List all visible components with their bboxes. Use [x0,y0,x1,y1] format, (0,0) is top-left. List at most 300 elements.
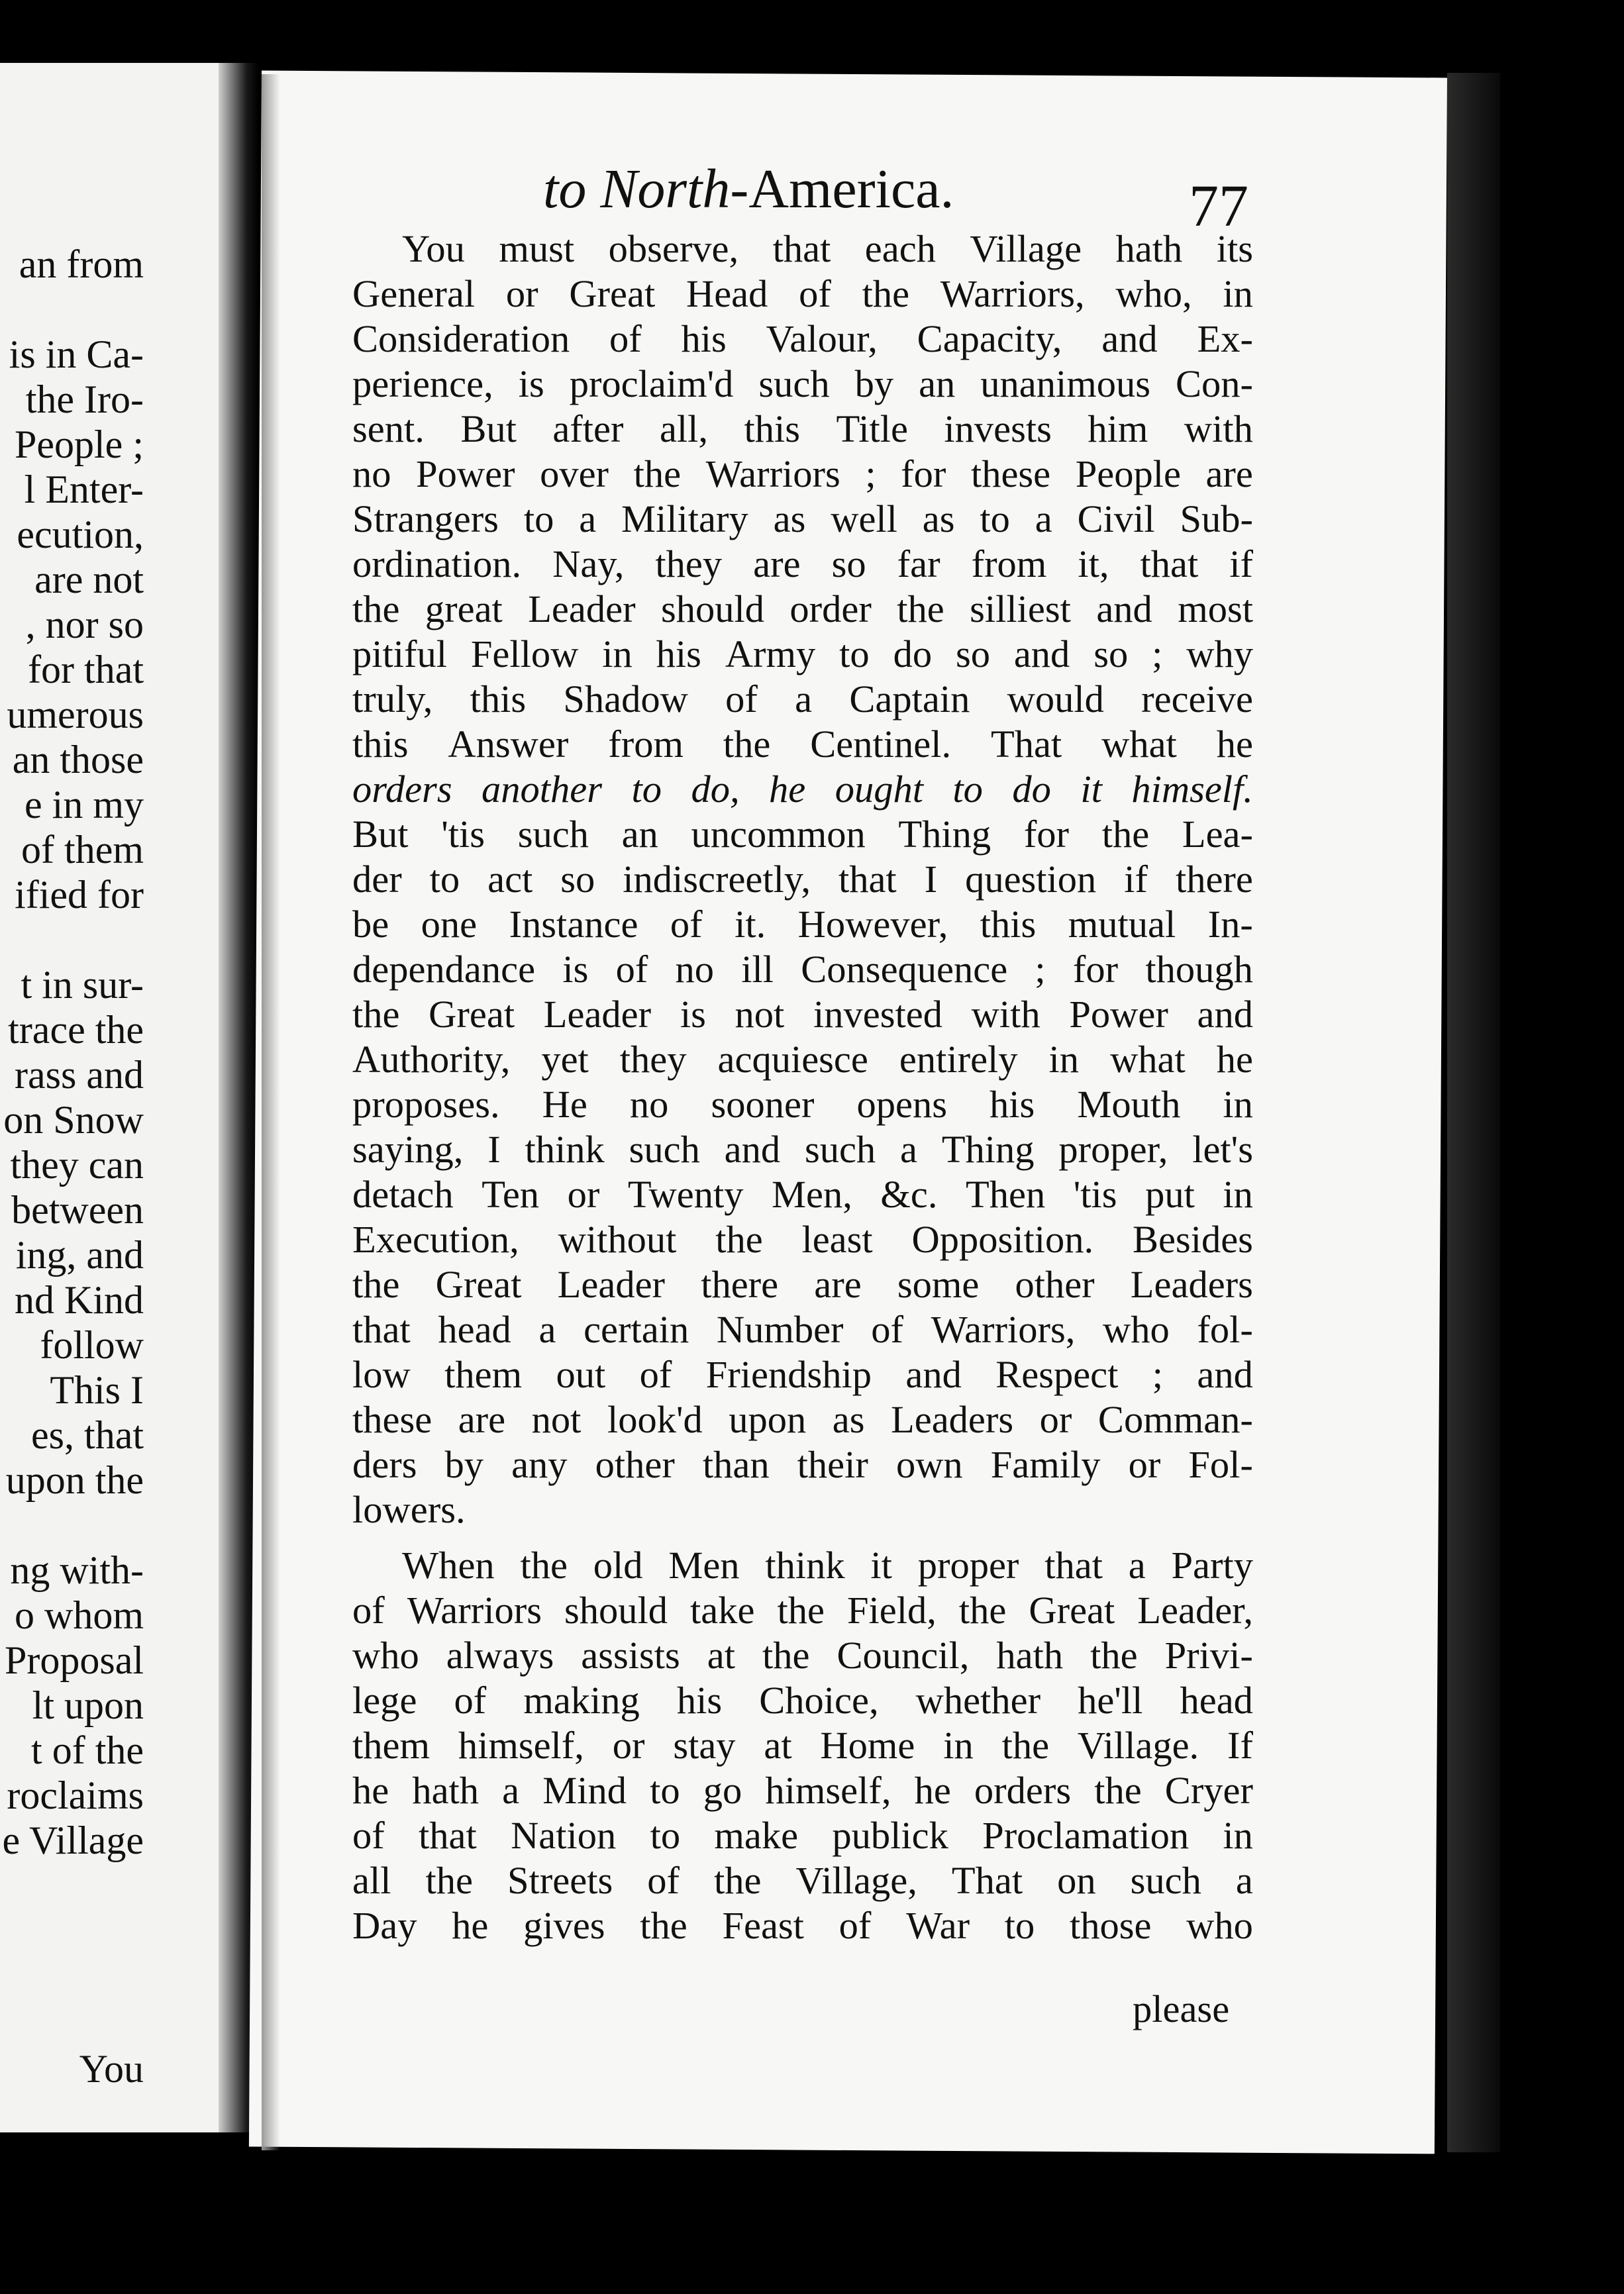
left-line: es, that [31,1413,144,1457]
word: detach [352,1173,454,1216]
word: lege [352,1679,417,1722]
word: should [564,1589,668,1632]
left-line: nd Kind [15,1278,144,1322]
word: such [1130,1859,1201,1902]
right-page-edge-shadow [262,74,280,2150]
word: act [487,858,533,901]
word: with [971,993,1040,1036]
word: to [429,858,460,901]
word: the [1090,1634,1138,1677]
word: order [789,587,872,630]
word: 'tis [441,813,485,856]
word: the [777,1589,825,1632]
left-line: rass and [15,1053,144,1097]
word: If [1227,1724,1253,1767]
word: these [970,452,1051,495]
word: certain [584,1308,689,1351]
word: and [1101,317,1158,360]
word: Great [435,1263,522,1306]
word: there [701,1263,779,1306]
left-line: Proposal [5,1638,144,1682]
word: the [1101,813,1150,856]
word: Home [820,1724,915,1767]
text-line [352,1172,1253,1217]
word: to [980,497,1010,540]
left-catchword: You [79,2047,144,2091]
left-line: of them [21,828,144,872]
left-line: an those [12,738,144,781]
word: of [454,1679,487,1722]
word: orders [352,768,452,811]
text-line [352,317,1253,362]
word: and [1013,632,1070,675]
word: making [523,1679,640,1722]
word: the [1001,1724,1050,1767]
word: Nation [511,1814,617,1857]
text-line [352,632,1253,677]
left-line: ified for [15,873,144,917]
word: Warriors, [931,1308,1076,1351]
word: question [965,858,1097,901]
word: he [1216,723,1253,766]
word: be [352,903,389,946]
word: he [452,1904,489,1947]
word: what [1101,723,1177,766]
word: far [897,542,940,585]
word: let's [1192,1128,1253,1171]
word: ; [865,452,876,495]
text-line [352,407,1253,452]
left-line: trace the [8,1008,144,1052]
word: Leaders [891,1398,1014,1441]
word: the [714,1859,762,1902]
word: Leader [557,1263,666,1306]
word: to [839,632,870,675]
word: each [864,227,936,270]
word: than [702,1443,770,1486]
word: for [901,452,946,495]
word: the [520,1544,568,1587]
left-line: o whom [15,1593,144,1637]
word: in [602,632,633,675]
word: Number [716,1308,844,1351]
word: Twenty [627,1173,744,1216]
word: Consequence [801,948,1008,991]
word: Power [1069,993,1168,1036]
word: the [723,723,771,766]
word: for [1023,813,1070,856]
word: such [804,1128,876,1171]
word: so [831,542,866,585]
word: hath [412,1769,480,1812]
word: a [900,1128,917,1171]
text-line [352,1723,1253,1768]
word: or [505,272,538,315]
word: Warriors [407,1589,542,1632]
word: from [608,723,684,766]
word: who [1186,1904,1253,1947]
left-line: are not [34,558,144,601]
text-line [352,1082,1253,1127]
word: all, [659,407,709,450]
word: it [1080,768,1102,811]
word: Great [429,993,515,1036]
word: look'd [607,1398,703,1441]
word: from [971,542,1047,585]
word: Party [1171,1544,1253,1587]
word: who, [1115,272,1192,315]
text-line [352,1352,1253,1397]
word: Feast [722,1904,804,1947]
word: that [1044,1544,1103,1587]
word: Then [966,1173,1046,1216]
word: and [1197,993,1253,1036]
word: hath [996,1634,1064,1677]
word: one [421,903,478,946]
word: Great [1029,1589,1115,1632]
word: a [795,677,813,721]
catchword: please [1133,1987,1230,2030]
word: no [629,1083,669,1126]
word: ; [1152,632,1163,675]
word: his [990,1083,1035,1126]
word: the [1094,1769,1142,1812]
left-line: roclaims [7,1773,144,1817]
word: Friendship [705,1353,872,1396]
word: acquiesce [717,1038,868,1081]
word: think [765,1544,845,1587]
left-line [2,917,144,962]
text-line [352,947,1253,992]
word: those [1069,1904,1152,1947]
word: whether [915,1679,1041,1722]
word: are [814,1263,862,1306]
word: the [352,587,400,630]
word: some [897,1263,980,1306]
word: he [769,768,806,811]
word: Respect [995,1353,1119,1396]
word: he [1216,1038,1253,1081]
word: Strangers [352,497,499,540]
word: Ten [482,1173,540,1216]
word: In- [1207,903,1253,946]
word: Leader [528,587,636,630]
word: Choice, [759,1679,879,1722]
word: an [621,813,658,856]
word: this [744,407,801,450]
word: or [1128,1443,1161,1486]
word: is [562,948,589,991]
word: But [352,813,409,856]
word: You [402,227,465,270]
left-line: for that [28,648,144,691]
word: of [639,1353,672,1396]
word: of [799,272,831,315]
word: go [703,1769,742,1812]
word: mutual [1068,903,1176,946]
word: so [955,632,990,675]
word: of [670,903,703,946]
word: Military [621,497,748,540]
word: ; [1035,948,1046,991]
text-line [352,902,1253,947]
word: Thing [898,813,991,856]
word: least [801,1218,873,1261]
word: if [1229,542,1253,585]
word: Leader, [1137,1589,1253,1632]
word: after [552,407,624,450]
left-line: This I [50,1368,144,1412]
word: as [832,1398,865,1441]
page-number: 77 [1189,174,1248,239]
word: proclaim'd [569,362,734,405]
word: most [1178,587,1253,630]
word: pitiful [352,632,447,675]
word: to [631,768,662,811]
word: are [753,542,801,585]
word: He [542,1083,587,1126]
word: uncommon [691,813,866,856]
word: do [893,632,933,675]
word: Men [668,1544,740,1587]
word: Leaders [1130,1263,1253,1306]
word: head [438,1308,511,1351]
paragraph-1 [352,226,1253,1532]
left-line: between [11,1188,144,1232]
word: always [446,1634,554,1677]
word: well [831,497,897,540]
word: on [1057,1859,1096,1902]
word: proper, [1058,1128,1168,1171]
left-line: is in Ca- [9,332,144,376]
word: they [619,1038,687,1081]
word: silliest [970,587,1071,630]
text-line [352,722,1253,767]
word: to [650,1814,681,1857]
word: himself. [1131,768,1253,811]
word: Title [836,407,908,450]
paragraph-2 [352,1543,1253,1948]
word: that [352,1308,411,1351]
word: not [531,1398,582,1441]
word: &c. [880,1173,938,1216]
word: is [518,362,544,405]
word: yet [541,1038,589,1081]
word: so [560,858,595,901]
left-line [2,1503,144,1548]
word: War [906,1904,970,1947]
word: Centinel. [810,723,952,766]
word: dependance [352,948,536,991]
word: Capacity, [917,317,1062,360]
left-line: e Village [2,1819,144,1862]
word: ; [1152,1353,1164,1396]
word: of [725,677,758,721]
word: Village [970,227,1082,270]
word: who [1103,1308,1170,1351]
word: Warriors [705,452,840,495]
left-line: e in my [25,783,144,826]
word: it, [1078,542,1109,585]
word: this [352,723,409,766]
word: observe, [608,227,739,270]
word: Consideration [352,317,570,360]
word: of [647,1859,680,1902]
word: take [690,1589,755,1632]
running-head-italic: to North- [543,158,749,220]
word: Warriors, [940,272,1085,315]
left-line: lt upon [32,1683,144,1727]
word: if [1124,858,1148,901]
word: a [1035,497,1052,540]
word: his [676,1679,723,1722]
word: Besides [1132,1218,1253,1261]
word: indiscreetly, [623,858,811,901]
word: a [1128,1544,1146,1587]
word: own [895,1443,963,1486]
word: hath [1115,227,1183,270]
word: what [1110,1038,1186,1081]
word: Proclamation [982,1814,1190,1857]
left-line: umerous [7,693,144,736]
text-line [352,1588,1253,1633]
word: the [425,1859,473,1902]
word: Cryer [1164,1769,1253,1812]
word: Execution, [352,1218,519,1261]
word: the [862,272,910,315]
word: himself, [458,1724,584,1767]
word: such [758,362,830,405]
word: the [633,452,682,495]
word: or [612,1724,645,1767]
word: do [1012,768,1051,811]
word: in [1223,272,1253,315]
word: a [579,497,597,540]
word: Authority, [352,1038,511,1081]
word: upon [729,1398,807,1441]
word: Opposition. [911,1218,1094,1261]
left-line: ecution, [17,513,144,556]
word: put [1145,1173,1195,1216]
word: Army [725,632,816,675]
word: in [1223,1173,1253,1216]
running-head [543,158,954,221]
word: or [1039,1398,1072,1441]
text-line [352,1127,1253,1172]
word: he [914,1769,951,1812]
word: do, [691,768,740,811]
word: of [352,1814,385,1857]
word: General [352,272,476,315]
word: Village. [1077,1724,1199,1767]
word: entirely [899,1038,1018,1081]
word: However, [797,903,948,946]
word: invests [944,407,1052,450]
word: Sub- [1180,497,1253,540]
text-line [352,587,1253,632]
word: all [352,1859,391,1902]
word: with [1184,407,1253,450]
text-line [352,1442,1253,1487]
word: by [444,1443,484,1486]
word: and [1197,1353,1253,1396]
word: as [922,497,955,540]
word: would [1007,677,1104,721]
left-line: ng with- [10,1548,144,1592]
word: this [980,903,1037,946]
text-line [352,452,1253,497]
word: of [871,1308,903,1351]
left-line: t of the [31,1728,144,1772]
word: gives [523,1904,605,1947]
word: for [1072,948,1119,991]
word: of [838,1904,872,1947]
word: Ex- [1197,317,1253,360]
word: the [715,1218,763,1261]
word: fol- [1197,1308,1253,1351]
word: Privi- [1164,1634,1253,1677]
left-line: upon the [5,1458,144,1502]
word: at [764,1724,792,1767]
word: that [838,858,897,901]
word: it [870,1544,892,1587]
word: he [352,1769,389,1812]
word: in [1223,1083,1253,1126]
text-line [352,812,1253,857]
word: receive [1141,677,1253,721]
word: are [1205,452,1253,495]
word: in [943,1724,974,1767]
word: though [1145,948,1253,991]
word: so [1093,632,1129,675]
word: to [1004,1904,1035,1947]
word: Thing [941,1128,1035,1171]
word: Civil [1077,497,1155,540]
word: there [1175,858,1253,901]
word: of [352,1589,385,1632]
word: That [990,723,1062,766]
word: in [1048,1038,1080,1081]
word: Nay, [552,542,625,585]
text-line [352,226,1253,272]
word: But [460,407,517,450]
paragraph-gap [352,1532,1253,1543]
body-text [352,226,1253,1948]
word: Fol- [1188,1443,1253,1486]
word: a [502,1769,520,1812]
word: Valour, [766,317,878,360]
word: who [352,1634,419,1677]
word: it. [735,903,766,946]
text-line [352,1487,1253,1532]
word: publick [832,1814,948,1857]
word: to [650,1769,680,1812]
word: no [352,452,391,495]
word: 'tis [1073,1173,1117,1216]
left-line [2,287,144,332]
word: the [352,993,400,1036]
word: why [1186,632,1253,675]
running-head-roman: America. [748,158,954,220]
word: that [419,1814,477,1857]
text-line [352,272,1253,317]
word: of [609,317,642,360]
word: perience, [352,362,493,405]
text-line [352,362,1253,407]
text-line [352,992,1253,1037]
word: is [680,993,706,1036]
word: ordination. [352,542,522,585]
